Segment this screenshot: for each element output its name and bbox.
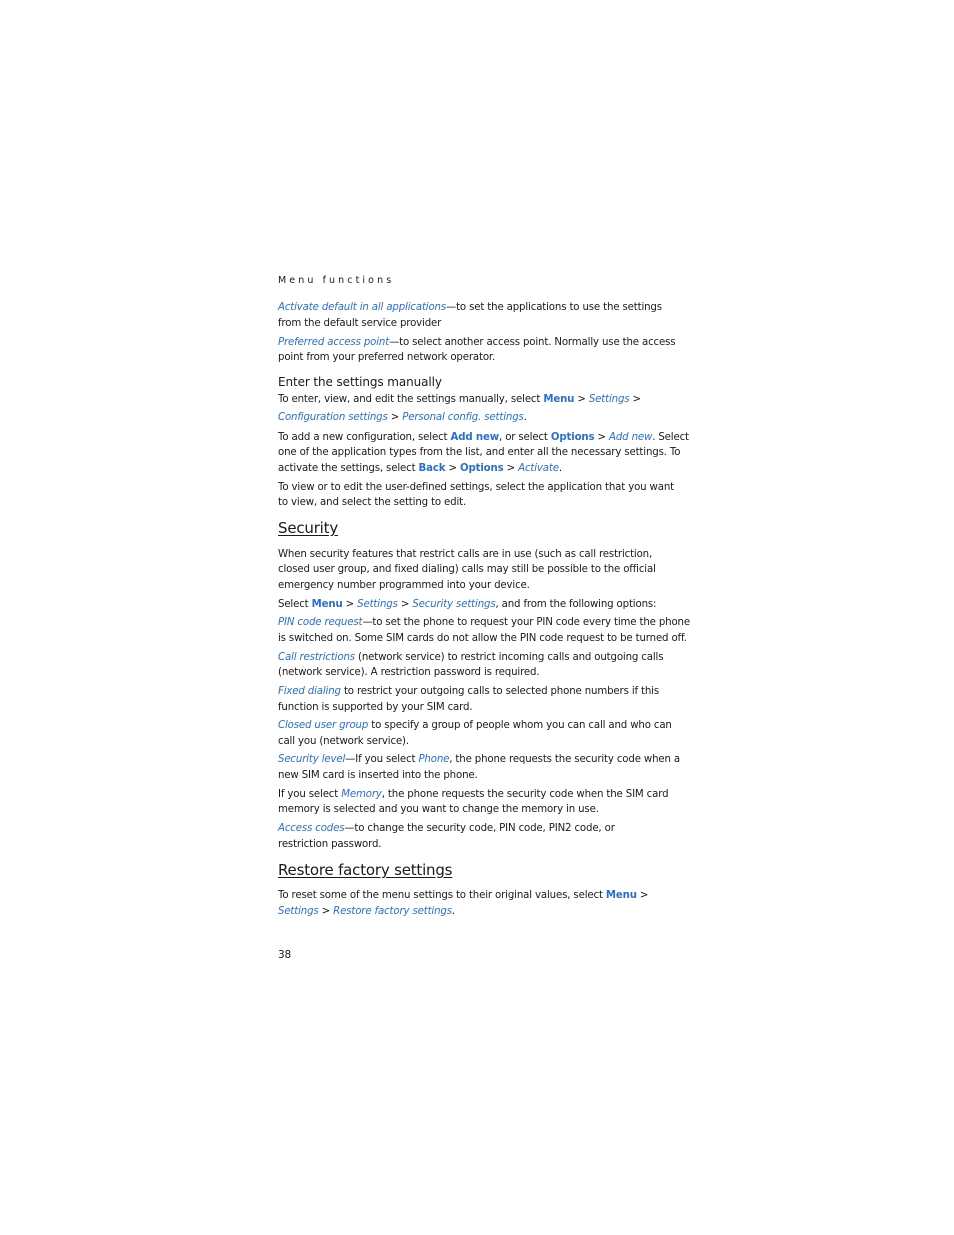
activate-default-link[interactable]: Activate default in all applications <box>278 302 447 313</box>
pin-code-request-link[interactable]: PIN code request <box>278 617 363 628</box>
security-heading: Security <box>278 519 338 537</box>
pin-code-line-1: PIN code request—to set the phone to request your PIN code every time the phone <box>278 617 690 628</box>
manual-p2-line-1: To add a new configuration, select Add new, or select Options > Add new. Select <box>278 432 689 443</box>
activate-default-line-1: Activate default in all applications—to set the applications to use the settings <box>278 302 662 313</box>
security-select-line: Select Menu > Settings > Security settings, and from the following options: <box>278 599 657 610</box>
running-header: Menu functions <box>278 275 395 286</box>
restore-line-1: To reset some of the menu settings to their original values, select Menu > <box>278 890 649 901</box>
preferred-access-line-2: point from your preferred network operator. <box>278 352 496 363</box>
personal-config-settings-link[interactable]: Personal config. settings <box>402 412 524 423</box>
page-number: 38 <box>278 949 292 961</box>
access-codes-line-2: restriction password. <box>278 839 382 850</box>
fixed-dialing-link[interactable]: Fixed dialing <box>278 686 341 697</box>
restore-line-2: Settings > Restore factory settings. <box>278 906 455 917</box>
configuration-settings-link[interactable]: Configuration settings <box>278 412 388 423</box>
access-codes-link[interactable]: Access codes <box>278 823 345 834</box>
fixed-dialing-line-1: Fixed dialing to restrict your outgoing calls to selected phone numbers if this <box>278 686 660 697</box>
activate-default-line-2: from the default service provider <box>278 318 442 329</box>
manual-p2-line-3: activate the settings, select Back > Options > Activate. <box>278 463 562 474</box>
add-new-option-link[interactable]: Add new <box>609 432 653 443</box>
manual-p3-line-2: to view, and select the setting to edit. <box>278 497 467 508</box>
restore-heading: Restore factory settings <box>278 861 453 879</box>
manual-p2-line-2: one of the application types from the list, and enter all the necessary settings. To <box>278 447 681 458</box>
restore-factory-settings-link[interactable]: Restore factory settings <box>333 906 452 917</box>
memory-line-1: If you select Memory, the phone requests the security code when the SIM card <box>278 789 669 800</box>
settings-link-security[interactable]: Settings <box>357 599 398 610</box>
pin-code-line-2: is switched on. Some SIM cards do not allow the PIN code request to be turned off. <box>278 633 687 644</box>
call-restrictions-line-2: (network service). A restriction password is required. <box>278 667 540 678</box>
manual-p1-line-1: To enter, view, and edit the settings manually, select Menu > Settings > <box>278 394 641 405</box>
access-codes-line-1: Access codes—to change the security code, PIN code, PIN2 code, or <box>278 823 615 834</box>
security-level-line-2: new SIM card is inserted into the phone. <box>278 770 478 781</box>
security-level-line-1: Security level—If you select Phone, the phone requests the security code when a <box>278 754 680 765</box>
menu-link-restore[interactable]: Menu <box>605 890 637 901</box>
security-intro-line-3: emergency number programmed into your device. <box>278 580 530 591</box>
menu-link[interactable]: Menu <box>543 394 575 405</box>
manual-settings-heading: Enter the settings manually <box>278 375 442 389</box>
security-intro-line-2: closed user group, and fixed dialing) calls may still be possible to the official <box>278 564 656 575</box>
closed-user-group-line-2: call you (network service). <box>278 736 409 747</box>
call-restrictions-line-1: Call restrictions (network service) to restrict incoming calls and outgoing calls <box>278 652 664 663</box>
closed-user-group-link[interactable]: Closed user group <box>278 720 369 731</box>
menu-link-security[interactable]: Menu <box>311 599 343 610</box>
activate-link[interactable]: Activate <box>518 463 559 474</box>
call-restrictions-link[interactable]: Call restrictions <box>278 652 355 663</box>
back-link[interactable]: Back <box>418 463 446 474</box>
settings-link[interactable]: Settings <box>588 394 630 405</box>
closed-user-group-line-1: Closed user group to specify a group of people whom you can call and who can <box>278 720 672 731</box>
options-link[interactable]: Options <box>550 432 595 443</box>
manual-p3-line-1: To view or to edit the user-defined settings, select the application that you want <box>278 482 674 493</box>
memory-link[interactable]: Memory <box>341 789 382 800</box>
preferred-access-point-link[interactable]: Preferred access point <box>278 337 390 348</box>
manual-p1-line-2: Configuration settings > Personal config. settings. <box>278 412 527 423</box>
memory-line-2: memory is selected and you want to change the memory in use. <box>278 804 599 815</box>
security-level-link[interactable]: Security level <box>278 754 346 765</box>
settings-link-restore[interactable]: Settings <box>278 906 319 917</box>
preferred-access-line-1: Preferred access point—to select another access point. Normally use the access <box>278 337 676 348</box>
phone-link[interactable]: Phone <box>418 754 450 765</box>
security-intro-line-1: When security features that restrict calls are in use (such as call restriction, <box>278 549 653 560</box>
fixed-dialing-line-2: function is supported by your SIM card. <box>278 702 473 713</box>
security-settings-link[interactable]: Security settings <box>412 599 496 610</box>
add-new-link[interactable]: Add new <box>450 432 500 443</box>
options-link-2[interactable]: Options <box>459 463 504 474</box>
